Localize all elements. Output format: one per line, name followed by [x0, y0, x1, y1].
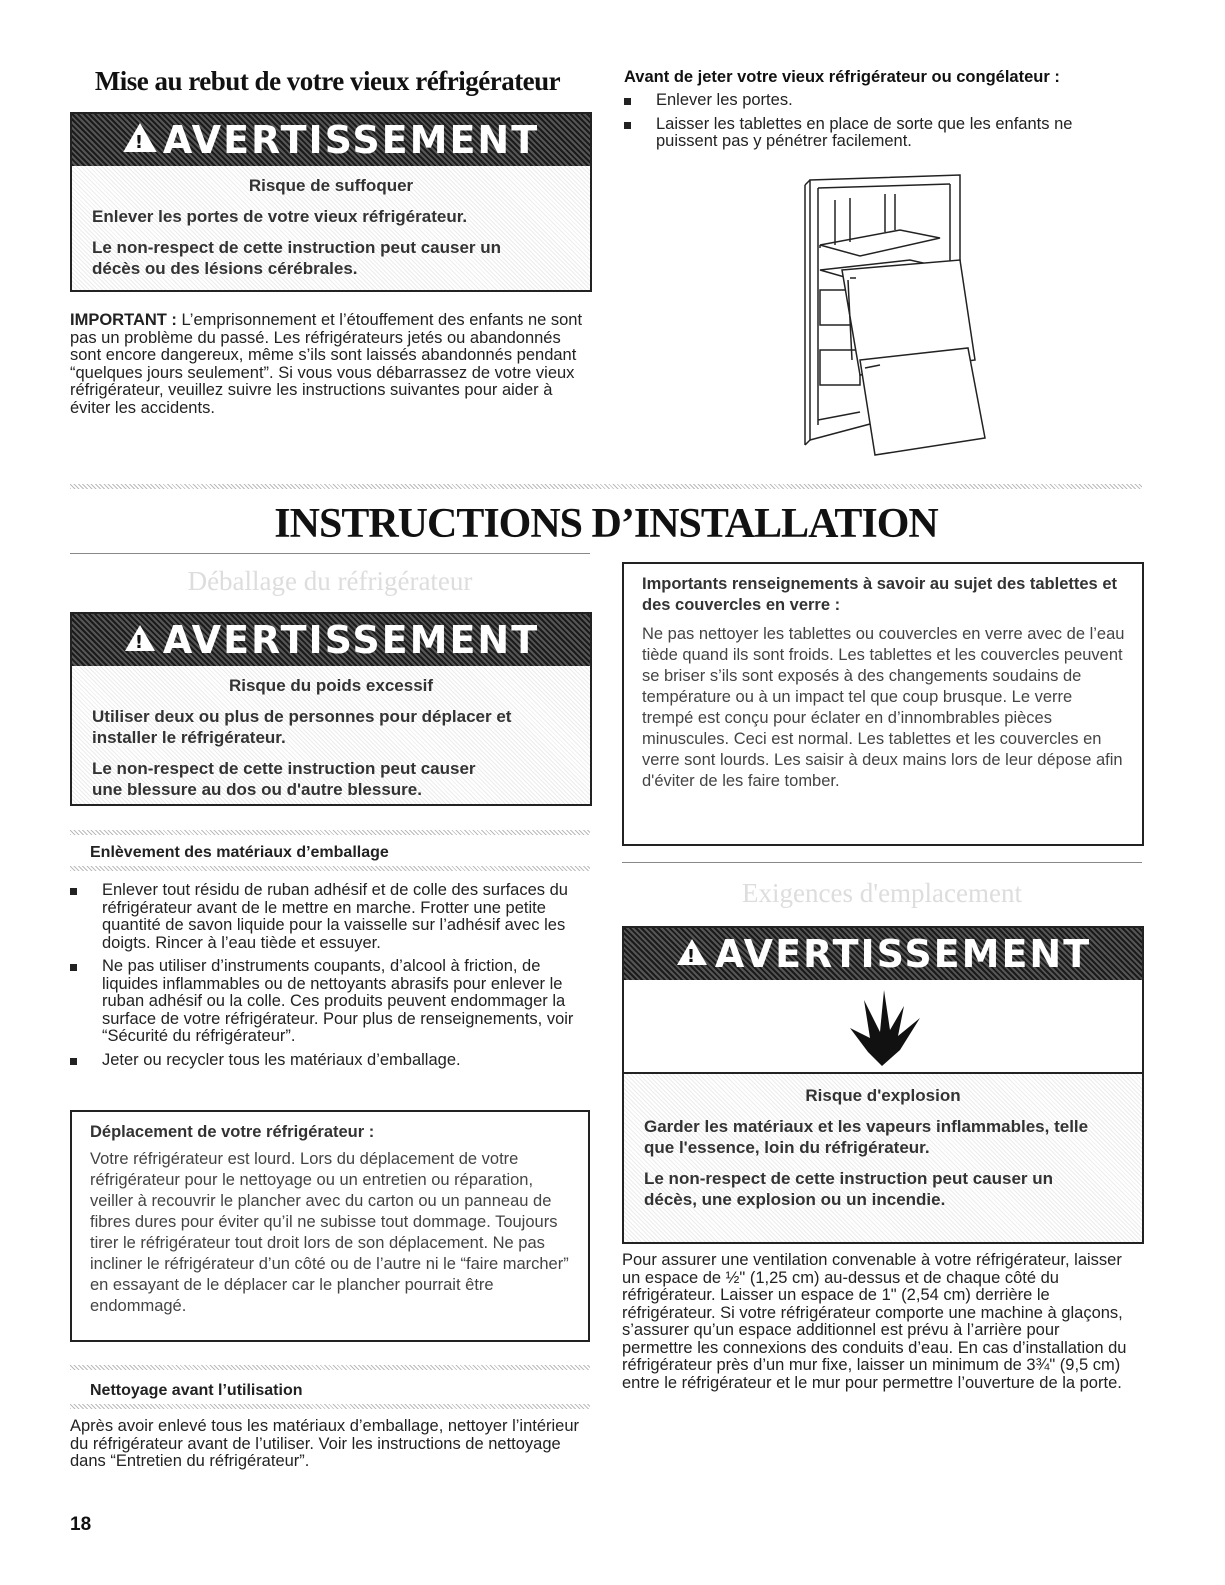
warning-consequence: Le non-respect de cette instruction peut causer une blessure au dos ou d'autre blessure.: [92, 759, 476, 799]
section-divider: [70, 484, 1142, 489]
warning-instruction: Utiliser deux ou plus de personnes pour déplacer et installer le réfrigérateur.: [92, 707, 512, 747]
warning-consequence: Le non-respect de cette instruction peut causer un décès, une explosion ou un incendie.: [644, 1169, 1054, 1209]
location-heading: Exigences d'emplacement: [742, 878, 1022, 908]
warning-banner-label: AVERTISSEMENT: [162, 118, 540, 162]
page-number: 18: [70, 1514, 92, 1535]
warning-banner: [624, 928, 1142, 980]
removal-list: [70, 882, 588, 1075]
subheading-rule-bottom: [70, 866, 590, 871]
important-paragraph: [70, 312, 590, 417]
moving-title: Déplacement de votre réfrigérateur :: [90, 1123, 375, 1141]
important-text: L’emprisonnement et l’étouffement des enfants ne sont pas un problème du passé. Les réfrigérateurs jetés ou abandonnés sont encore dangereux, même s’ils sont laissés abandonnés pendant “quelques jours seulement”. Si vous vous débarrassez de votre vieux réfrigérateur, veuillez suivre les instructions suivantes pour aider à éviter les accidents.: [70, 311, 583, 417]
moving-info-box: [70, 1110, 590, 1342]
warning-banner-label: AVERTISSEMENT: [714, 932, 1092, 976]
warning-hazard: Risque d'explosion: [805, 1086, 961, 1105]
glass-text: Ne pas nettoyer les tablettes ou couvercles en verre avec de l’eau tiède quand ils sont froids. Les tablettes et les couvercles peuvent se briser s’ils sont exposés à des changements soudains de température ou à un impact tel que coup brusque. Le verre trempé est conçu pour éclater en d’innombrables pièces minuscules. Ceci est normal. Les tablettes et les couvercles en verre sont lourds. Les saisir à deux mains lors de leur dépose afin d'éviter de les faire tomber.: [642, 625, 1125, 790]
glass-info-box: [622, 562, 1144, 846]
refrigerator-doors-removed-illustration: [800, 170, 990, 465]
divider: [70, 553, 590, 554]
weight-warning-box: [70, 612, 592, 806]
important-label: IMPORTANT :: [70, 311, 177, 329]
ventilation-text: Pour assurer une ventilation convenable à votre réfrigérateur, laisser un espace de ½" (1,25 cm) au-dessus et de chaque côté du réfrigérateur. Laisser un espace de 1" (2,54 cm) derrière le réfrigérateur. Si votre réfrigérateur comporte une machine à glaçons, s’assurer qu’un espace additionnel est prévu à l’arrière pour permettre les connexions des conduits d’eau. En cas d’installation du réfrigérateur près d’un mur fixe, laisser un minimum de 3¾" (9,5 cm) entre le réfrigérateur et le mur pour permettre l’ouverture de la porte.: [622, 1251, 1127, 1392]
svg-text:!: !: [134, 632, 145, 653]
warning-triangle-icon: [123, 614, 157, 666]
warning-triangle-icon: [675, 928, 709, 980]
explosion-pictogram-area: [624, 980, 1142, 1074]
list-item: Laisser les tablettes en place de sorte que les enfants ne puissent pas y pénétrer facilement.: [624, 116, 1124, 151]
subheading-rule-top: [70, 1365, 590, 1370]
unpack-heading: Déballage du réfrigérateur: [187, 566, 473, 596]
warning-triangle-icon: [123, 114, 157, 166]
warning-consequence: Le non-respect de cette instruction peut causer un décès ou des lésions cérébrales.: [92, 238, 502, 278]
warning-banner-label: AVERTISSEMENT: [162, 618, 540, 662]
warning-hazard: Risque du poids excessif: [228, 676, 434, 695]
warning-instruction: Enlever les portes de votre vieux réfrigérateur.: [92, 207, 468, 226]
divider: [622, 862, 1142, 863]
warning-instruction: Garder les matériaux et les vapeurs inflammables, telle que l'essence, loin du réfrigérateur.: [644, 1117, 1089, 1157]
warning-hazard: Risque de suffoquer: [248, 176, 414, 195]
subheading-rule-bottom: [70, 1404, 590, 1409]
cleaning-heading: Nettoyage avant l’utilisation: [90, 1382, 303, 1399]
cleaning-text: Après avoir enlevé tous les matériaux d’emballage, nettoyer l’intérieur du réfrigérateur avant de l’utiliser. Voir les instructions de nettoyage dans “Entretien du réfrigérateur”.: [70, 1417, 580, 1470]
subheading-rule-top: [70, 830, 590, 835]
moving-text: Votre réfrigérateur est lourd. Lors du déplacement de votre réfrigérateur pour le nettoyage ou un entretien ou réparation, veiller à recouvrir le plancher avec du carton ou un panneau de fibres dures pour éviter qu’il ne subisse tout dommage. Toujours tirer le réfrigérateur tout droit lors de son déplacement. Ne pas incliner le réfrigérateur d’un côté ou de l’autre ni le “faire marcher” en essayant de le déplacer car le plancher pourrait être endommagé.: [90, 1150, 569, 1315]
glass-title: Importants renseignements à savoir au sujet des tablettes et des couvercles en verre :: [642, 575, 1117, 614]
list-item: Ne pas utiliser d’instruments coupants, d’alcool à friction, de liquides inflammables ou de nettoyants abrasifs pour enlever le ruban adhésif ou la colle. Ces produits peuvent endommager la surface de votre réfrigérateur. Pour plus de renseignements, voir “Sécurité du réfrigérateur”.: [70, 958, 588, 1046]
removal-heading: Enlèvement des matériaux d’emballage: [90, 844, 389, 861]
install-title: INSTRUCTIONS D’INSTALLATION: [274, 501, 938, 547]
before-list: [624, 92, 1124, 157]
warning-banner: [72, 614, 590, 666]
suffocation-warning-box: [70, 112, 592, 292]
warning-banner: [72, 114, 590, 166]
list-item: Enlever les portes.: [624, 92, 1124, 110]
explosion-icon: [842, 988, 926, 1068]
disposal-title: Mise au rebut de votre vieux réfrigérateur: [94, 66, 561, 96]
svg-text:!: !: [134, 132, 145, 153]
list-item: Enlever tout résidu de ruban adhésif et de colle des surfaces du réfrigérateur avant de le mettre en marche. Frotter une petite quantité de savon liquide pour la vaisselle sur l’adhésif avec les doigts. Rincer à l’eau tiède et essuyer.: [70, 882, 588, 952]
list-item: Jeter ou recycler tous les matériaux d’emballage.: [70, 1052, 588, 1070]
before-heading: Avant de jeter votre vieux réfrigérateur ou congélateur :: [624, 68, 1060, 86]
svg-text:!: !: [686, 946, 697, 967]
explosion-warning-box: [622, 926, 1144, 1244]
